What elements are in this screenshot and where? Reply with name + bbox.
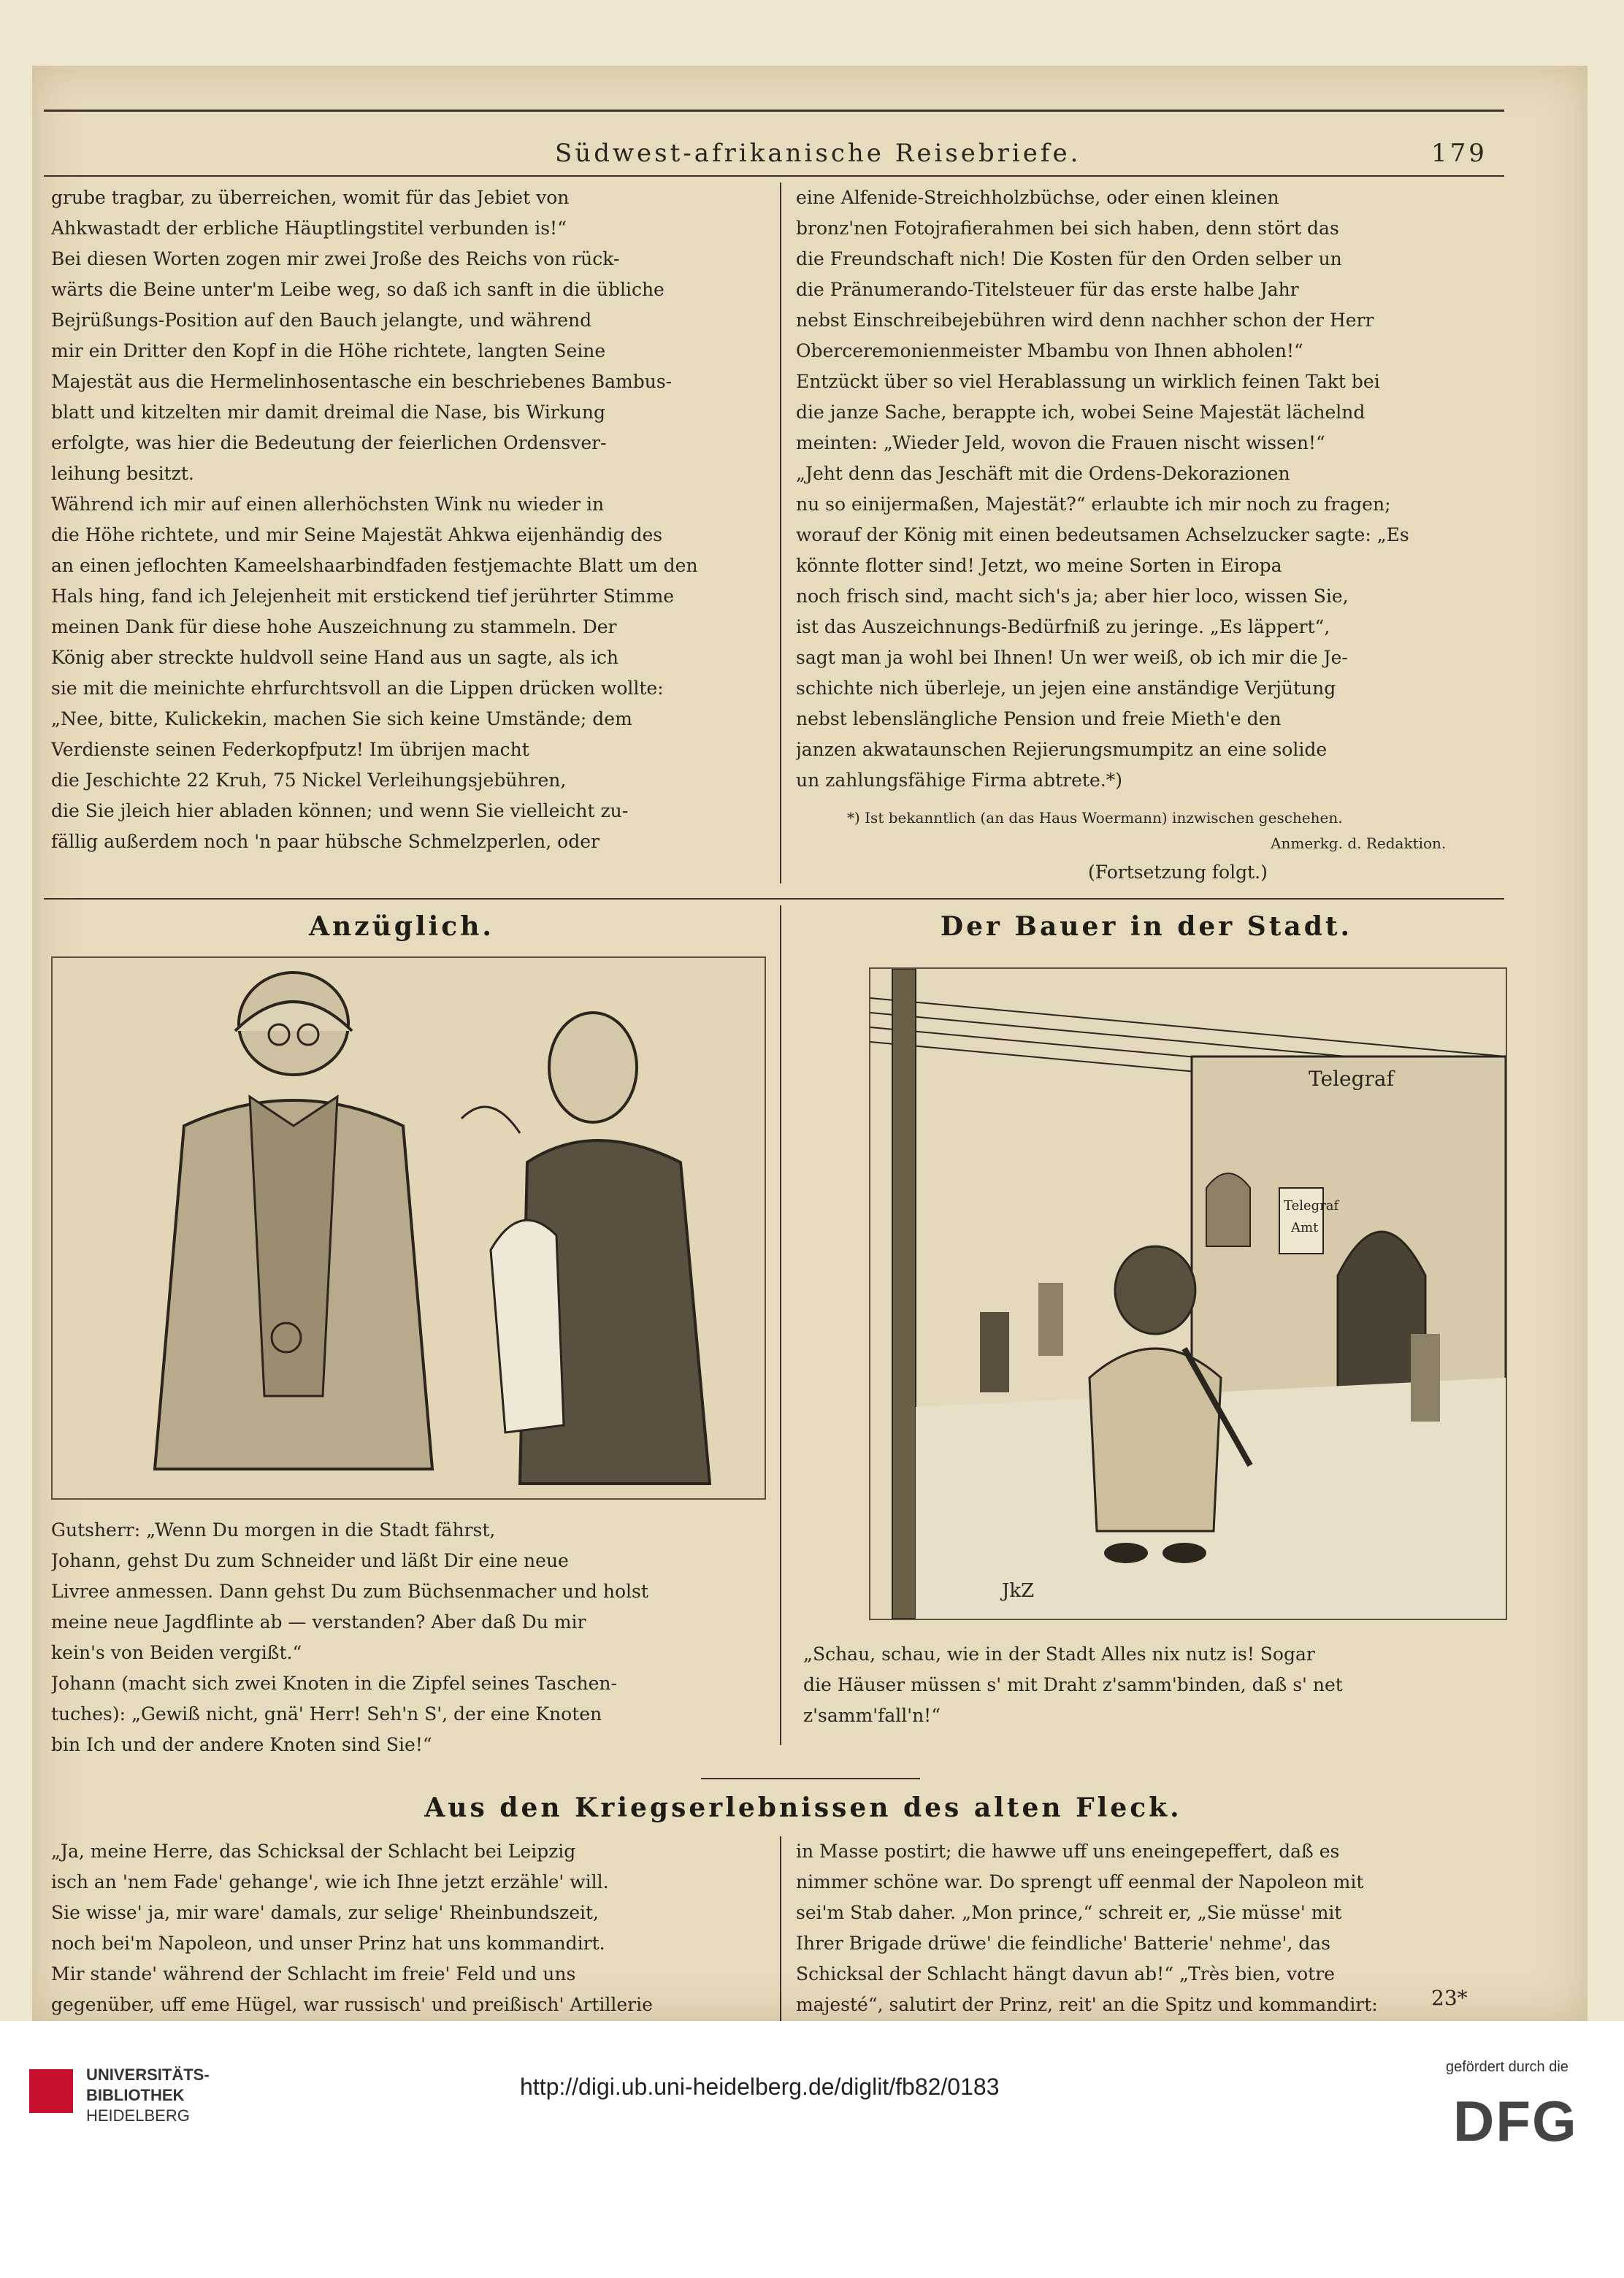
article-rule <box>701 1778 920 1779</box>
text-line: bronz'nen Fotojrafierahmen bei sich haben, denn stört das <box>796 218 1339 239</box>
text-line: erfolgte, was hier die Bedeutung der feierlichen Ordensver- <box>51 432 607 453</box>
left-cartoon-illustration <box>51 956 766 1500</box>
text-line: Ihrer Brigade drüwe' die feindliche' Batterie' nehme', das <box>796 1933 1330 1954</box>
article-left-column <box>51 1836 763 2020</box>
text-line: die Pränumerando-Titelsteuer für das erste halbe Jahr <box>796 279 1299 300</box>
article-column-divider <box>780 1836 781 2033</box>
left-column-text <box>51 183 763 857</box>
permalink-url[interactable]: http://digi.ub.uni-heidelberg.de/diglit/fb82/0183 <box>520 2074 1000 2100</box>
text-line: sagt man ja wohl bei Ihnen! Un wer weiß, ob ich mir die Je- <box>796 647 1348 668</box>
text-line: sie mit die meinichte ehrfurchtsvoll an die Lippen drücken wollte: <box>51 678 664 699</box>
article-title: Aus den Kriegserlebnissen des alten Fleck. <box>424 1792 1182 1823</box>
text-line: Verdienste seinen Federkopfputz! Im übrijen macht <box>51 739 529 760</box>
page-number: 179 <box>1431 139 1487 168</box>
text-line: „Ja, meine Herre, das Schicksal der Schlacht bei Leipzig <box>51 1841 576 1862</box>
text-line: un zahlungsfähige Firma abtrete.*) <box>796 770 1122 791</box>
cartoon-divider <box>780 905 781 1745</box>
left-cartoon-title: Anzüglich. <box>309 911 494 942</box>
text-line: janzen akwataunschen Rejierungsmumpitz an eine solide <box>796 739 1328 760</box>
text-line: Majestät aus die Hermelinhosentasche ein beschriebenes Bambus- <box>51 371 673 392</box>
artist-signature: JkZ <box>1002 1580 1035 1602</box>
left-cartoon-caption <box>51 1515 763 1760</box>
cartoon-section-rule <box>44 898 1504 900</box>
text-line: wärts die Beine unter'm Leibe weg, so daß ich sanft in die übliche <box>51 279 664 300</box>
library-line: HEIDELBERG <box>86 2106 190 2125</box>
header-top-rule <box>44 110 1504 112</box>
footnote-signature: Anmerkg. d. Redaktion. <box>1271 835 1447 852</box>
text-line: „Jeht denn das Jeschäft mit die Ordens-Dekorazionen <box>796 463 1290 484</box>
text-line: die janze Sache, berappte ich, wobei Seine Majestät lächelnd <box>796 402 1366 423</box>
caption-line: die Häuser müssen s' mit Draht z'samm'binden, daß s' net <box>803 1674 1343 1695</box>
text-line: die Jeschichte 22 Kruh, 75 Nickel Verleihungsjebühren, <box>51 770 567 791</box>
text-line: in Masse postirt; die hawwe uff uns eneingepeffert, daß es <box>796 1841 1340 1862</box>
right-cartoon-title: Der Bauer in der Stadt. <box>940 911 1353 942</box>
text-line: Bei diesen Worten zogen mir zwei Jroße des Reichs von rück- <box>51 248 620 269</box>
article-right-column <box>796 1836 1504 2020</box>
text-line: noch bei'm Napoleon, und unser Prinz hat uns kommandirt. <box>51 1933 605 1954</box>
text-line: nebst Einschreibejebühren wird denn nachher schon der Herr <box>796 310 1374 331</box>
header-bottom-rule <box>44 175 1504 177</box>
text-line: nimmer schöne war. Do sprengt uff eenmal der Napoleon mit <box>796 1871 1364 1892</box>
text-line: die Höhe richtete, und mir Seine Majestät Ahkwa eijenhändig des <box>51 524 663 545</box>
text-line: fällig außerdem noch 'n paar hübsche Schmelzperlen, oder <box>51 831 600 852</box>
viewer-footer <box>0 2021 1624 2278</box>
text-line: König aber streckte huldvoll seine Hand aus un sagte, als ich <box>51 647 618 668</box>
telegraf-amt-sign-text: Telegraf <box>1284 1198 1339 1213</box>
amt-sign-text: Amt <box>1291 1220 1319 1235</box>
text-line: nebst lebenslängliche Pension und freie Mieth'e den <box>796 708 1282 729</box>
text-line: könnte flotter sind! Jetzt, wo meine Sorten in Eiropa <box>796 555 1282 576</box>
text-line: gegenüber, uff eme Hügel, war russisch' und preißisch' Artillerie <box>51 1994 653 2015</box>
text-line: meinten: „Wieder Jeld, wovon die Frauen nischt wissen!“ <box>796 432 1325 453</box>
text-line: Sie wisse' ja, mir ware' damals, zur selige' Rheinbundszeit, <box>51 1902 599 1923</box>
right-cartoon-illustration <box>869 967 1507 1620</box>
library-logo-icon[interactable] <box>29 2069 73 2113</box>
text-line: worauf der König mit einen bedeutsamen Achselzucker sagte: „Es <box>796 524 1409 545</box>
text-line: schichte nich überleje, un jejen eine anständige Verjütung <box>796 678 1336 699</box>
text-line: Mir stande' während der Schlacht im freie' Feld und uns <box>51 1963 576 1984</box>
text-line: majesté“, salutirt der Prinz, reit' an die Spitz und kommandirt: <box>796 1994 1378 2015</box>
library-line: UNIVERSITÄTS- <box>86 2066 210 2084</box>
library-line: BIBLIOTHEK <box>86 2086 185 2104</box>
text-line: Schicksal der Schlacht hängt davun ab!“ „Très bien, votre <box>796 1963 1335 1984</box>
text-line: nu so einijermaßen, Majestät?“ erlaubte ich mir noch zu fragen; <box>796 494 1391 515</box>
caption-line: tuches): „Gewiß nicht, gnä' Herr! Seh'n S', der eine Knoten <box>51 1703 602 1725</box>
continued-note: (Fortsetzung folgt.) <box>1088 862 1268 883</box>
text-line: Hals hing, fand ich Jelejenheit mit erstickend tief jerührter Stimme <box>51 586 675 607</box>
text-line: ist das Auszeichnungs-Bedürfniß zu jeringe. „Es läppert“, <box>796 616 1330 637</box>
right-cartoon-caption <box>803 1639 1501 1731</box>
text-line: sei'm Stab daher. „Mon prince,“ schreit er, „Sie müsse' mit <box>796 1902 1342 1923</box>
text-line: noch frisch sind, macht sich's ja; aber hier loco, wissen Sie, <box>796 586 1349 607</box>
text-line: leihung besitzt. <box>51 463 194 484</box>
caption-line: Livree anmessen. Dann gehst Du zum Büchsenmacher und holst <box>51 1581 648 1602</box>
footnote: *) Ist bekanntlich (an das Haus Woermann) inzwischen geschehen. <box>847 809 1343 827</box>
telegraf-sign-text: Telegraf <box>1309 1067 1394 1091</box>
library-name[interactable] <box>86 2065 210 2126</box>
caption-line: meine neue Jagdflinte ab — verstanden? Aber daß Du mir <box>51 1611 586 1633</box>
text-line: an einen jeflochten Kameelshaarbindfaden festjemachte Blatt um den <box>51 555 698 576</box>
caption-line: kein's von Beiden vergißt.“ <box>51 1642 302 1663</box>
caption-line: Johann (macht sich zwei Knoten in die Zipfel seines Taschen- <box>51 1673 617 1694</box>
funded-by-label: gefördert durch die <box>1446 2059 1569 2075</box>
text-line: Oberceremonienmeister Mbambu von Ihnen abholen!“ <box>796 340 1303 361</box>
text-line: isch an 'nem Fade' gehange', wie ich Ihne jetzt erzähle' will. <box>51 1871 609 1892</box>
text-line: Während ich mir auf einen allerhöchsten Wink nu wieder in <box>51 494 605 515</box>
text-line: mir ein Dritter den Kopf in die Höhe richtete, langten Seine <box>51 340 606 361</box>
printer-signature-mark: 23* <box>1431 1986 1468 2010</box>
text-line: die Sie jleich hier abladen können; und wenn Sie vielleicht zu- <box>51 800 629 821</box>
caption-line: Johann, gehst Du zum Schneider und läßt Dir eine neue <box>51 1550 569 1571</box>
peasant-in-city-drawing <box>870 969 1506 1619</box>
text-line: Ahkwastadt der erbliche Häuptlingstitel verbunden is!“ <box>51 218 567 239</box>
caption-line: „Schau, schau, wie in der Stadt Alles nix nutz is! Sogar <box>803 1644 1315 1665</box>
right-column-text <box>796 183 1504 796</box>
dfg-logo[interactable]: DFG <box>1453 2089 1578 2153</box>
text-line: Bejrüßungs-Position auf den Bauch jelangte, und während <box>51 310 592 331</box>
running-title: Südwest-afrikanische Reisebriefe. <box>555 139 1081 168</box>
text-line: „Nee, bitte, Kulickekin, machen Sie sich keine Umstände; dem <box>51 708 632 729</box>
text-line: blatt und kitzelten mir damit dreimal die Nase, bis Wirkung <box>51 402 606 423</box>
text-line: meinen Dank für diese hohe Auszeichnung zu stammeln. Der <box>51 616 617 637</box>
caption-line: z'samm'fall'n!“ <box>803 1705 941 1726</box>
caption-line: bin Ich und der andere Knoten sind Sie!“ <box>51 1734 432 1755</box>
text-line: Entzückt über so viel Herablassung un wirklich feinen Takt bei <box>796 371 1380 392</box>
squire-and-servant-drawing <box>53 958 765 1498</box>
caption-line: Gutsherr: „Wenn Du morgen in die Stadt fährst, <box>51 1519 496 1541</box>
text-line: grube tragbar, zu überreichen, womit für das Jebiet von <box>51 187 570 208</box>
column-divider-top <box>780 183 781 883</box>
text-line: die Freundschaft nich! Die Kosten für den Orden selber un <box>796 248 1342 269</box>
text-line: eine Alfenide-Streichholzbüchse, oder einen kleinen <box>796 187 1279 208</box>
